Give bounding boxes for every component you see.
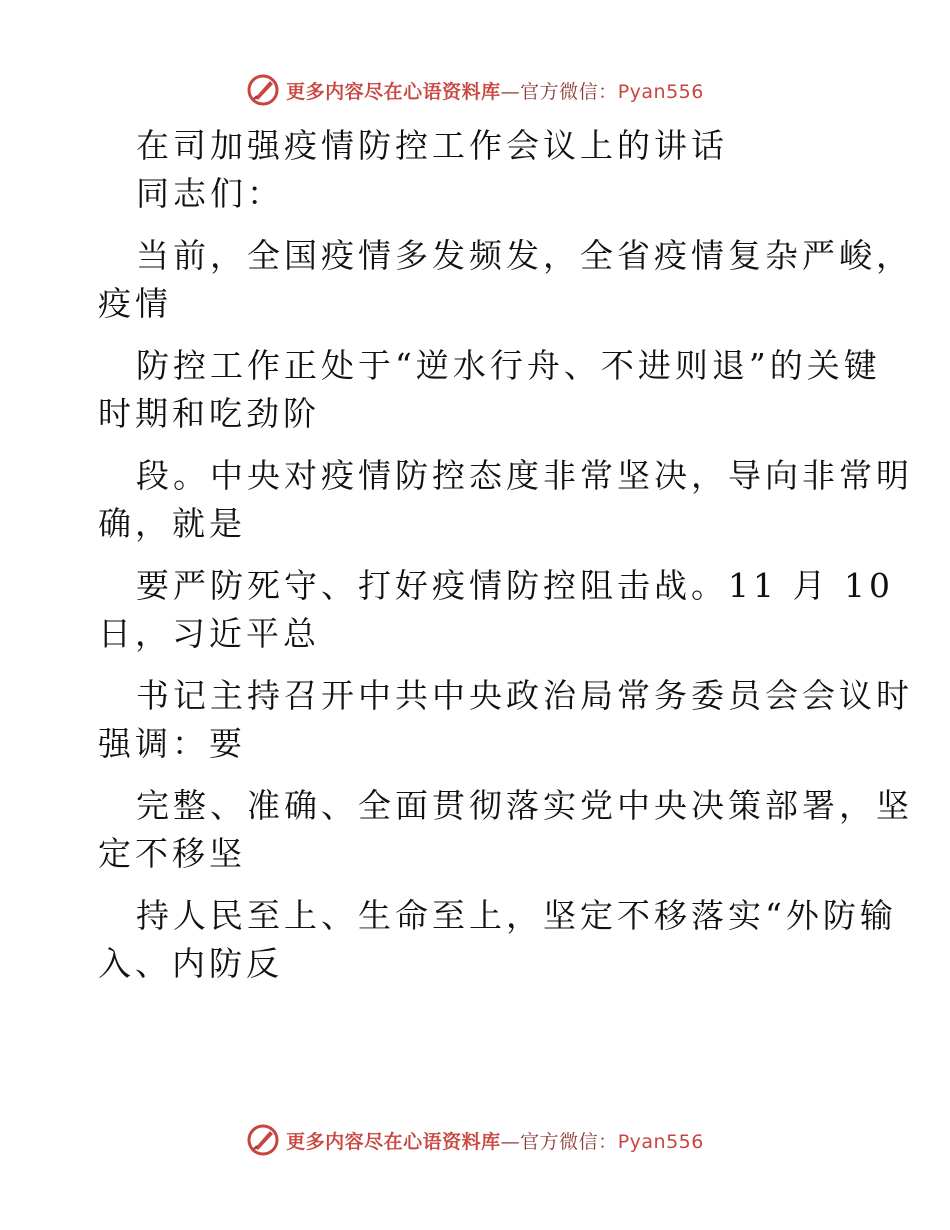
paragraph-line: 入、内防反: [98, 944, 283, 983]
header-watermark: [0, 70, 950, 110]
document-title: 在司加强疫情防控工作会议上的讲话: [136, 126, 728, 165]
document-body: [98, 122, 913, 988]
paragraph-line: 持人民至上、生命至上，坚定不移落实“外防输: [136, 896, 897, 935]
paragraph-line: 要严防死守、打好疫情防控阻击战。11 月 10: [136, 566, 894, 605]
paragraph-line: 防控工作正处于“逆水行舟、不进则退”的关键: [136, 346, 881, 385]
paragraph-0: [98, 232, 913, 328]
watermark-wechat-id: Pyan556: [617, 1130, 704, 1153]
watermark-dash: —: [500, 1130, 521, 1153]
paragraph-line: 疫情: [98, 284, 172, 323]
paragraph-1: [98, 342, 881, 438]
paragraph-line: 完整、准确、全面贯彻落实党中央决策部署，坚: [136, 786, 913, 825]
watermark-site-text: 更多内容尽在心语资料库: [286, 80, 501, 103]
feather-pen-logo-icon: [246, 73, 280, 107]
paragraph-line: 当前，全国疫情多发频发，全省疫情复杂严峻，: [136, 236, 913, 275]
watermark-dash: —: [500, 80, 521, 103]
paragraph-6: [98, 892, 897, 988]
paragraph-line: 时期和吃劲阶: [98, 394, 320, 433]
paragraph-line: 确，就是: [98, 504, 246, 543]
watermark-wechat-label: 官方微信：: [520, 1130, 618, 1153]
watermark-wechat-label: 官方微信：: [520, 80, 618, 103]
salutation: 同志们：: [136, 174, 284, 213]
feather-pen-logo-icon: [246, 1123, 280, 1157]
watermark-site-text: 更多内容尽在心语资料库: [286, 1130, 501, 1153]
paragraph-line: 书记主持召开中共中央政治局常务委员会会议时: [136, 676, 913, 715]
paragraph-line: 日，习近平总: [98, 614, 320, 653]
paragraph-4: [98, 672, 913, 768]
paragraph-line: 定不移坚: [98, 834, 246, 873]
watermark-wechat-id: Pyan556: [617, 80, 704, 103]
paragraph-5: [98, 782, 913, 878]
paragraph-line: 强调：要: [98, 724, 246, 763]
footer-watermark: [0, 1120, 950, 1160]
paragraph-line: 段。中央对疫情防控态度非常坚决，导向非常明: [136, 456, 913, 495]
paragraph-2: [98, 452, 913, 548]
paragraph-3: [98, 562, 894, 658]
